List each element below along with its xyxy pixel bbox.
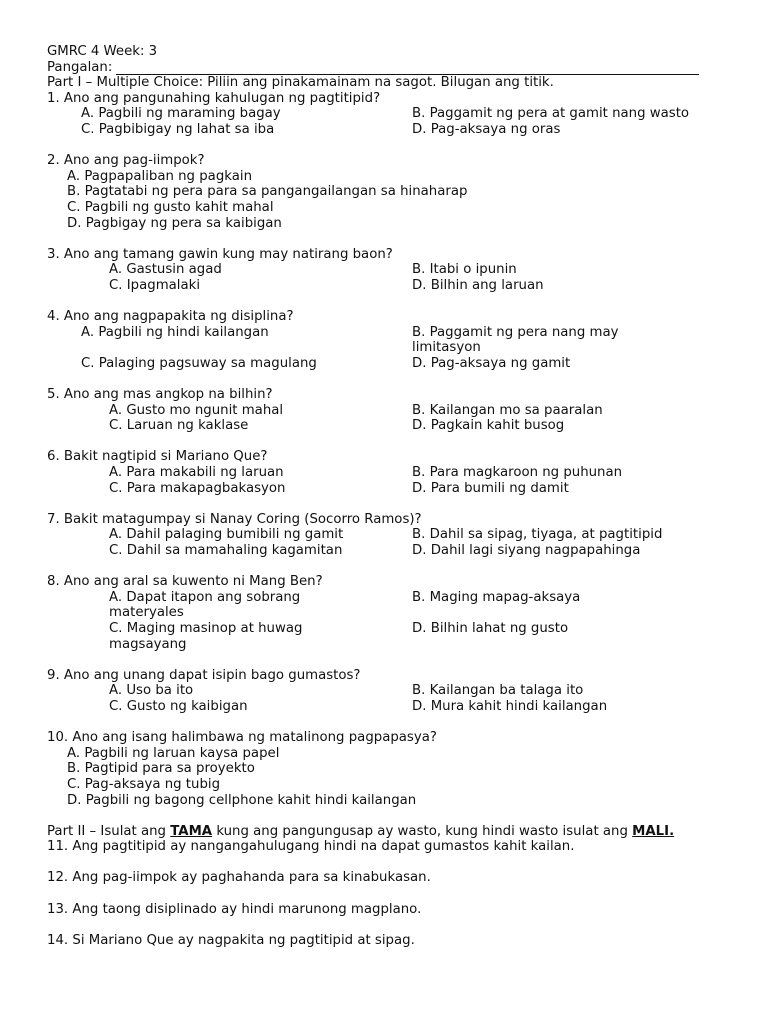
choices-row xyxy=(47,418,727,434)
name-line xyxy=(47,60,727,76)
choice-d[interactable]: D. Para bumili ng damit xyxy=(412,480,569,496)
choice-b[interactable]: B. Kailangan ba talaga ito xyxy=(412,683,584,699)
choice-b[interactable]: B. Pagtatabi ng pera para sa pangangailangan sa hinaharap xyxy=(67,184,468,200)
choice-a[interactable]: A. Gusto mo ngunit mahal xyxy=(109,402,284,418)
choice-c[interactable]: C. Gusto ng kaibigan xyxy=(109,698,248,714)
choice-c[interactable]: C. Maging masinop at huwag magsayang xyxy=(109,620,303,652)
question-8: 8. Ano ang aral sa kuwento ni Mang Ben? xyxy=(47,574,323,590)
tama-keyword: TAMA xyxy=(170,823,213,839)
choices-row xyxy=(47,106,727,122)
question-6: 6. Bakit nagtipid si Mariano Que? xyxy=(47,449,268,465)
choice-b[interactable]: B. Kailangan mo sa paaralan xyxy=(412,402,603,418)
name-blank[interactable] xyxy=(116,61,699,75)
question-9: 9. Ano ang unang dapat isipin bago gumastos? xyxy=(47,667,361,683)
choices-row xyxy=(47,356,727,372)
worksheet xyxy=(47,44,727,948)
choice-d[interactable]: D. Mura kahit hindi kailangan xyxy=(412,698,608,714)
question-2: 2. Ano ang pag-iimpok? xyxy=(47,153,205,169)
choice-a[interactable]: A. Uso ba ito xyxy=(109,683,194,699)
question-10: 10. Ano ang isang halimbawa ng matalinong pagpapasya? xyxy=(47,730,437,746)
choice-a[interactable]: A. Pagbili ng maraming bagay xyxy=(81,106,281,122)
choice-b[interactable]: B. Para magkaroon ng puhunan xyxy=(412,465,623,481)
choice-d[interactable]: D. Pagbigay ng pera sa kaibigan xyxy=(67,215,282,231)
choice-d[interactable]: D. Bilhin ang laruan xyxy=(412,277,544,293)
choice-a[interactable]: A. Pagpapaliban ng pagkain xyxy=(67,168,252,184)
choice-c[interactable]: C. Pagbibigay ng lahat sa iba xyxy=(81,121,275,137)
choice-a[interactable]: A. Para makabili ng laruan xyxy=(109,465,284,481)
choice-c[interactable]: C. Ipagmalaki xyxy=(109,277,201,293)
choice-a[interactable]: A. Pagbili ng laruan kaysa papel xyxy=(67,745,280,761)
choice-b[interactable]: B. Itabi o ipunin xyxy=(412,262,517,278)
question-7: 7. Bakit matagumpay si Nanay Coring (Socorro Ramos)? xyxy=(47,511,422,527)
choice-b[interactable]: B. Dahil sa sipag, tiyaga, at pagtitipid xyxy=(412,527,663,543)
choice-c[interactable]: C. Laruan ng kaklase xyxy=(109,418,249,434)
choice-d[interactable]: D. Bilhin lahat ng gusto xyxy=(412,620,569,636)
statement-12: 12. Ang pag-iimpok ay paghahanda para sa kinabukasan. xyxy=(47,870,431,886)
part1-instruction: Part I – Multiple Choice: Piliin ang pinakamainam na sagot. Bilugan ang titik. xyxy=(47,75,554,91)
choices-row xyxy=(47,262,727,278)
choices-row xyxy=(47,699,727,715)
choices-row xyxy=(47,527,727,543)
choices-row xyxy=(47,325,727,356)
choice-a[interactable]: A. Gastusin agad xyxy=(109,262,222,278)
choice-a[interactable]: A. Dapat itapon ang sobrang materyales xyxy=(109,589,301,621)
choices-row xyxy=(47,683,727,699)
choice-b[interactable]: B. Maging mapag-aksaya xyxy=(412,589,581,605)
choice-c[interactable]: C. Para makapagbakasyon xyxy=(109,480,286,496)
statement-13: 13. Ang taong disiplinado ay hindi marunong magplano. xyxy=(47,901,422,917)
choice-d[interactable]: D. Pagbili ng bagong cellphone kahit hindi kailangan xyxy=(67,792,417,808)
choice-c[interactable]: C. Pag-aksaya ng tubig xyxy=(67,776,221,792)
choice-c[interactable]: C. Dahil sa mamahaling kagamitan xyxy=(109,543,343,558)
choices-row xyxy=(47,465,727,481)
name-label: Pangalan: xyxy=(47,59,113,75)
statement-11: 11. Ang pagtitipid ay nangangahulugang hindi na dapat gumastos kahit kailan. xyxy=(47,839,575,855)
choice-a[interactable]: A. Pagbili ng hindi kailangan xyxy=(81,324,269,340)
mali-keyword: MALI. xyxy=(632,823,675,839)
question-3: 3. Ano ang tamang gawin kung may natirang baon? xyxy=(47,246,393,262)
choice-c[interactable]: C. Pagbili ng gusto kahit mahal xyxy=(67,199,274,215)
choices-row xyxy=(47,590,727,621)
choices-row xyxy=(47,122,727,138)
choices-row xyxy=(47,278,727,294)
choice-b[interactable]: B. Paggamit ng pera at gamit nang wasto xyxy=(412,106,690,122)
choices-row xyxy=(47,481,727,497)
choice-b[interactable]: B. Paggamit ng pera nang may limitasyon xyxy=(412,324,619,356)
choice-c[interactable]: C. Palaging pagsuway sa magulang xyxy=(81,355,317,371)
question-5: 5. Ano ang mas angkop na bilhin? xyxy=(47,387,273,403)
worksheet-title: GMRC 4 Week: 3 xyxy=(47,44,158,59)
question-4: 4. Ano ang nagpapakita ng disiplina? xyxy=(47,309,294,325)
choices-row xyxy=(47,543,727,559)
part2-instruction xyxy=(47,824,727,840)
choice-b[interactable]: B. Pagtipid para sa proyekto xyxy=(67,761,255,777)
choices-row xyxy=(47,621,727,652)
choices-row xyxy=(47,403,727,419)
choice-d[interactable]: D. Dahil lagi siyang nagpapahinga xyxy=(412,543,641,558)
choice-a[interactable]: A. Dahil palaging bumibili ng gamit xyxy=(109,527,344,543)
part2-instruction-text: kung ang pangungusap ay wasto, kung hindi wasto isulat ang xyxy=(212,823,633,839)
part2-instruction-text: Part II – Isulat ang xyxy=(47,823,171,839)
statement-14: 14. Si Mariano Que ay nagpakita ng pagtitipid at sipag. xyxy=(47,932,415,948)
question-1: 1. Ano ang pangunahing kahulugan ng pagtitipid? xyxy=(47,90,381,106)
choice-d[interactable]: D. Pag-aksaya ng gamit xyxy=(412,355,571,371)
choice-d[interactable]: D. Pagkain kahit busog xyxy=(412,418,565,434)
choice-d[interactable]: D. Pag-aksaya ng oras xyxy=(412,121,561,137)
